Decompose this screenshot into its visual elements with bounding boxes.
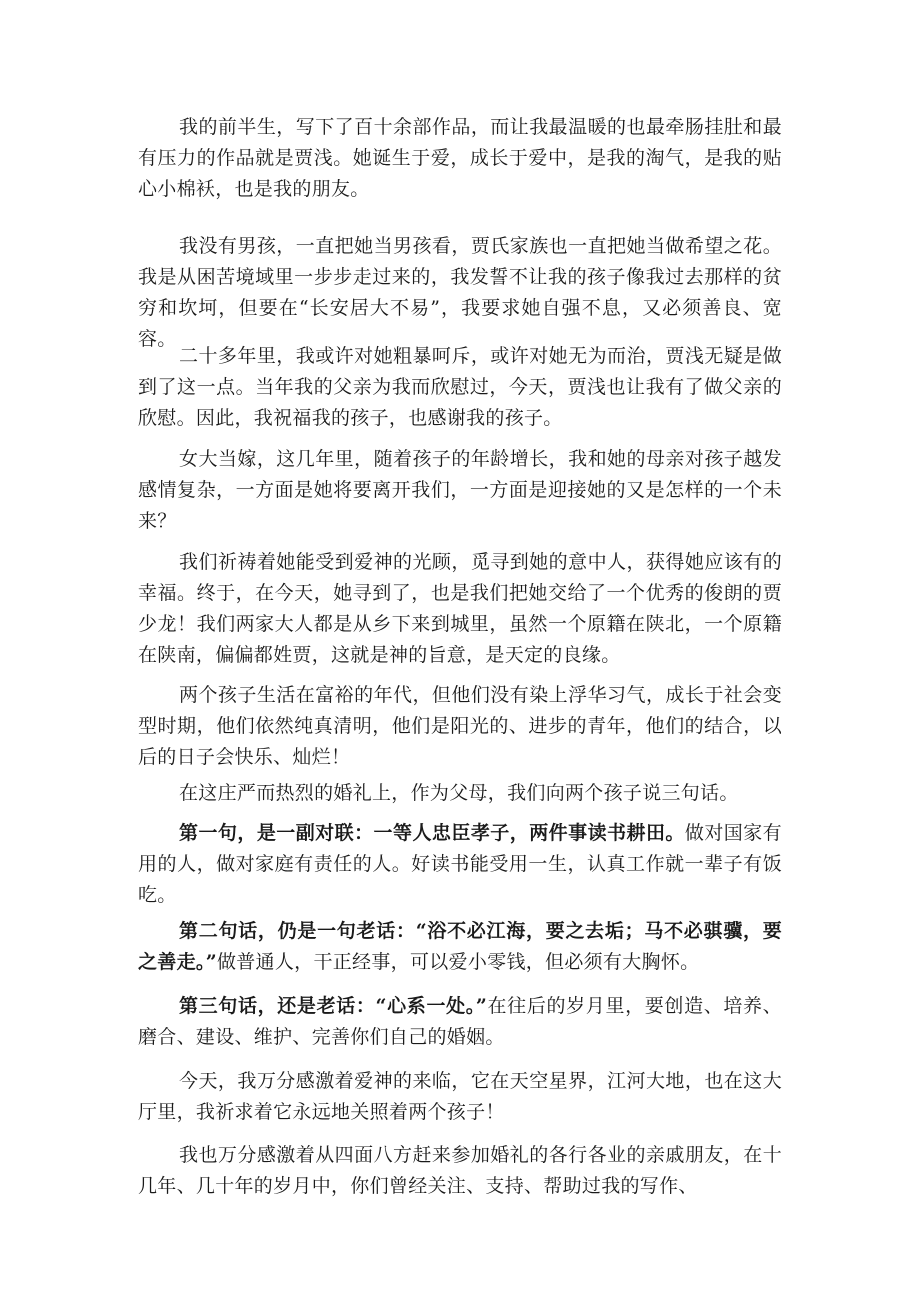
paragraph-11-text: 今天，我万分感激着爱神的来临，它在天空星界，江河大地，也在这大厅里，我祈求着它永远地关照着两个孩子！ — [138, 1070, 782, 1123]
paragraph-2 — [138, 231, 782, 355]
paragraph-6-text: 两个孩子生活在富裕的年代，但他们没有染上浮华习气，成长于社会变型时期，他们依然纯真清明，他们是阳光的、进步的青年，他们的结合，以后的日子会快乐、灿烂！ — [138, 684, 782, 768]
paragraph-8 — [138, 818, 782, 911]
paragraph-3 — [138, 341, 782, 434]
paragraph-9-text: 做普通人，干正经事，可以爱小零钱，但必须有大胸怀。 — [216, 951, 700, 973]
paragraph-10-bold: 第三句话，还是老话：“心系一处。” — [179, 995, 488, 1017]
paragraph-1-text: 我的前半生，写下了百十余部作品，而让我最温暖的也最牵肠挂肚和最有压力的作品就是贾浅。她诞生于爱，成长于爱中，是我的淘气，是我的贴心小棉袄，也是我的朋友。 — [138, 116, 782, 200]
paragraph-4 — [138, 444, 782, 537]
paragraph-10-text: 在往后的岁月里，要创造、培养、磨合、建设、维护、完善你们自己的婚姻。 — [138, 995, 782, 1048]
paragraph-11 — [138, 1066, 782, 1128]
paragraph-3-text: 二十多年里，我或许对她粗暴呵斥，或许对她无为而治，贾浅无疑是做到了这一点。当年我的父亲为我而欣慰过，今天，贾浅也让我有了做父亲的欣慰。因此，我祝福我的孩子，也感谢我的孩子。 — [138, 345, 782, 429]
paragraph-8-text: 做对国家有用的人，做对家庭有责任的人。好读书能受用一生，认真工作就一辈子有饭吃。 — [138, 822, 782, 906]
paragraph-8-bold: 第一句，是一副对联：一等人忠臣孝子，两件事读书耕田。 — [179, 822, 685, 844]
paragraph-6 — [138, 680, 782, 773]
paragraph-1 — [138, 112, 782, 205]
paragraph-12-text: 我也万分感激着从四面八方赶来参加婚礼的各行各业的亲戚朋友，在十几年、几十年的岁月中，你们曾经关注、支持、帮助过我的写作、 — [138, 1144, 782, 1197]
paragraph-7 — [138, 778, 782, 809]
paragraph-10 — [138, 991, 782, 1053]
paragraph-4-text: 女大当嫁，这几年里，随着孩子的年龄增长，我和她的母亲对孩子越发感情复杂，一方面是她将要离开我们，一方面是迎接她的又是怎样的一个未来？ — [138, 448, 782, 532]
paragraph-12 — [138, 1140, 782, 1202]
paragraph-7-text: 在这庄严而热烈的婚礼上，作为父母，我们向两个孩子说三句话。 — [179, 782, 739, 804]
paragraph-5 — [138, 547, 782, 671]
paragraph-9 — [138, 916, 782, 978]
paragraph-2-text: 我没有男孩，一直把她当男孩看，贾氏家族也一直把她当做希望之花。我是从困苦境域里一步步走过来的，我发誓不让我的孩子像我过去那样的贫穷和坎坷，但要在“长安居大不易”，我要求她自强不息，又必须善良、宽容。 — [138, 235, 782, 350]
paragraph-9-bold: 第二句话，仍是一句老话：“浴不必江海，要之去垢；马不必骐骥，要之善走。” — [138, 920, 782, 973]
paragraph-5-text: 我们祈祷着她能受到爱神的光顾，觅寻到她的意中人，获得她应该有的幸福。终于，在今天，她寻到了，也是我们把她交给了一个优秀的俊朗的贾少龙！我们两家大人都是从乡下来到城里，虽然一个原籍在陕北，一个原籍在陕南，偏偏都姓贾，这就是神的旨意，是天定的良缘。 — [138, 551, 782, 666]
